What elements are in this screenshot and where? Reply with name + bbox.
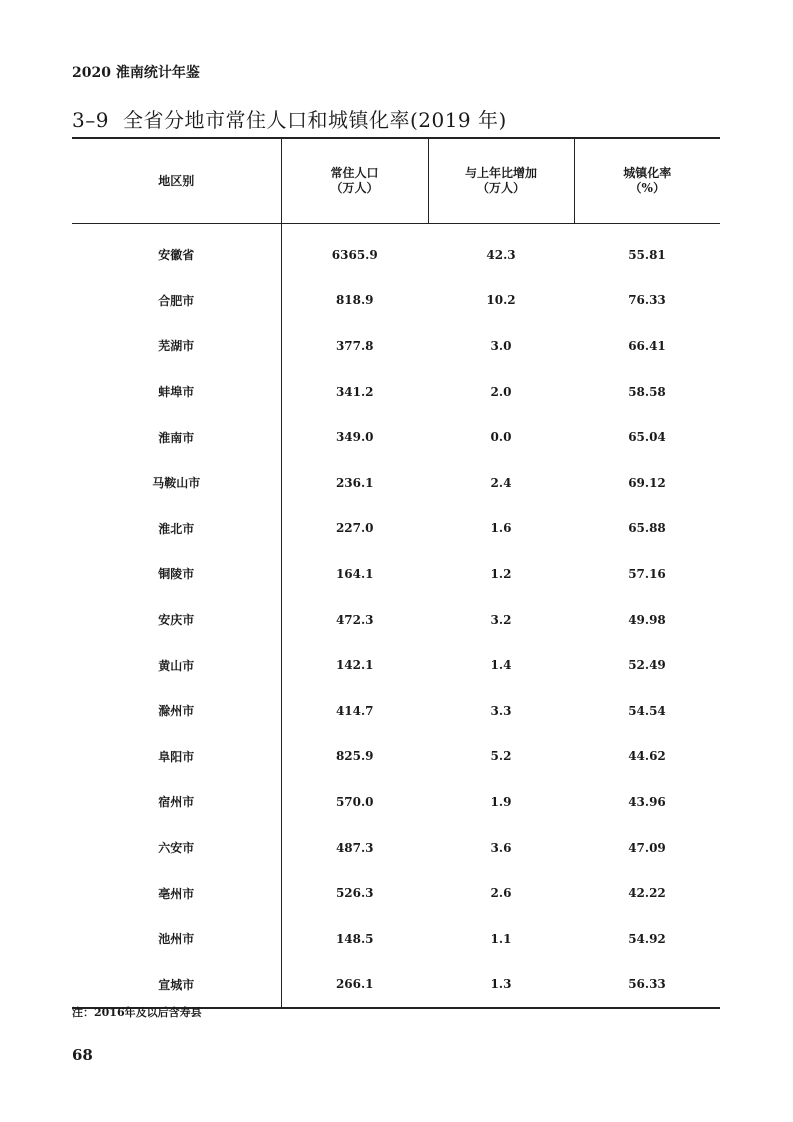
cell-increase: 1.9 [490, 794, 512, 809]
page-number: 68 [72, 1046, 93, 1064]
cell-urbanization: 55.81 [628, 247, 666, 262]
cell-region: 池州市 [72, 916, 281, 962]
cell-increase: 1.3 [490, 977, 512, 992]
cell-increase: 1.2 [490, 566, 512, 581]
cell-increase: 3.3 [490, 703, 512, 718]
cell-region: 马鞍山市 [72, 460, 281, 506]
header-population [281, 138, 428, 224]
table-row [72, 734, 720, 780]
cell-region: 宣城市 [72, 962, 281, 1009]
cell-urbanization: 65.88 [628, 521, 666, 536]
cell-increase: 2.6 [490, 886, 512, 901]
cell-region: 淮北市 [72, 506, 281, 552]
cell-region: 六安市 [72, 825, 281, 871]
cell-increase: 3.0 [490, 338, 512, 353]
cell-increase: 42.3 [486, 247, 516, 262]
table-row [72, 460, 720, 506]
header-increase-unit: （万人） [476, 181, 525, 195]
table-title-text: 全省分地市常住人口和城镇化率(2019 年) [122, 108, 507, 132]
cell-urbanization: 54.54 [628, 703, 666, 718]
cell-increase: 10.2 [486, 293, 516, 308]
cell-increase: 5.2 [490, 749, 512, 764]
cell-region: 滁州市 [72, 688, 281, 734]
table-number: 3–9 [72, 108, 109, 132]
cell-urbanization: 56.33 [628, 977, 666, 992]
footnote: 注：2016年及以后含寿县 [72, 1006, 202, 1019]
cell-region: 淮南市 [72, 414, 281, 460]
table-header-row [72, 138, 720, 224]
table-row [72, 369, 720, 415]
table-row [72, 916, 720, 962]
table-row [72, 551, 720, 597]
cell-urbanization: 47.09 [628, 840, 666, 855]
header-region [72, 138, 281, 224]
cell-urbanization: 43.96 [628, 794, 666, 809]
cell-population: 266.1 [335, 977, 374, 992]
cell-region: 阜阳市 [72, 734, 281, 780]
table-title [72, 104, 507, 133]
table-row [72, 688, 720, 734]
cell-population: 148.5 [335, 931, 374, 946]
cell-urbanization: 58.58 [628, 384, 666, 399]
header-urbanization-unit: （%） [629, 181, 665, 195]
cell-population: 414.7 [335, 703, 374, 718]
table-row [72, 224, 720, 278]
table-row [72, 642, 720, 688]
cell-urbanization: 69.12 [628, 475, 666, 490]
cell-urbanization: 57.16 [628, 566, 666, 581]
cell-population: 227.0 [335, 521, 374, 536]
cell-urbanization: 49.98 [628, 612, 666, 627]
cell-increase: 1.1 [490, 931, 512, 946]
cell-urbanization: 44.62 [628, 749, 666, 764]
cell-population: 377.8 [335, 338, 374, 353]
table-body [72, 224, 720, 1009]
cell-region: 宿州市 [72, 779, 281, 825]
header-region-label: 地区别 [158, 173, 195, 188]
cell-region: 芜湖市 [72, 323, 281, 369]
cell-urbanization: 66.41 [628, 338, 666, 353]
cell-population: 142.1 [335, 658, 374, 673]
cell-region: 安徽省 [72, 224, 281, 278]
cell-region: 黄山市 [72, 642, 281, 688]
header-population-label: 常住人口 [330, 166, 379, 180]
table-row [72, 506, 720, 552]
cell-region: 铜陵市 [72, 551, 281, 597]
cell-urbanization: 52.49 [628, 658, 666, 673]
cell-increase: 2.4 [490, 475, 512, 490]
cell-region: 蚌埠市 [72, 369, 281, 415]
table-row [72, 779, 720, 825]
cell-population: 818.9 [335, 293, 374, 308]
cell-urbanization: 65.04 [628, 430, 666, 445]
cell-region: 合肥市 [72, 278, 281, 324]
cell-population: 236.1 [335, 475, 374, 490]
table-row [72, 870, 720, 916]
cell-population: 570.0 [335, 794, 374, 809]
table-row [72, 597, 720, 643]
header-increase [428, 138, 574, 224]
cell-region: 安庆市 [72, 597, 281, 643]
header-population-unit: （万人） [330, 181, 379, 195]
cell-urbanization: 42.22 [628, 886, 666, 901]
cell-increase: 3.2 [490, 612, 512, 627]
cell-population: 526.3 [335, 886, 374, 901]
cell-population: 349.0 [335, 430, 374, 445]
table-row [72, 825, 720, 871]
cell-population: 825.9 [335, 749, 374, 764]
table-row [72, 414, 720, 460]
cell-population: 472.3 [335, 612, 374, 627]
table-row [72, 962, 720, 1009]
cell-urbanization: 76.33 [628, 293, 666, 308]
header-increase-label: 与上年比增加 [464, 166, 537, 180]
cell-increase: 1.4 [490, 658, 512, 673]
population-table [72, 137, 720, 1009]
cell-population: 164.1 [335, 566, 374, 581]
cell-region: 亳州市 [72, 870, 281, 916]
table-row [72, 323, 720, 369]
cell-increase: 0.0 [490, 430, 512, 445]
cell-increase: 2.0 [490, 384, 512, 399]
cell-increase: 3.6 [490, 840, 512, 855]
cell-urbanization: 54.92 [628, 931, 666, 946]
running-head: 2020 淮南统计年鉴 [72, 65, 200, 81]
cell-population: 487.3 [335, 840, 374, 855]
header-urbanization [574, 138, 720, 224]
header-urbanization-label: 城镇化率 [623, 166, 672, 180]
table-row [72, 278, 720, 324]
cell-population: 341.2 [335, 384, 374, 399]
cell-population: 6365.9 [331, 247, 378, 262]
cell-increase: 1.6 [490, 521, 512, 536]
